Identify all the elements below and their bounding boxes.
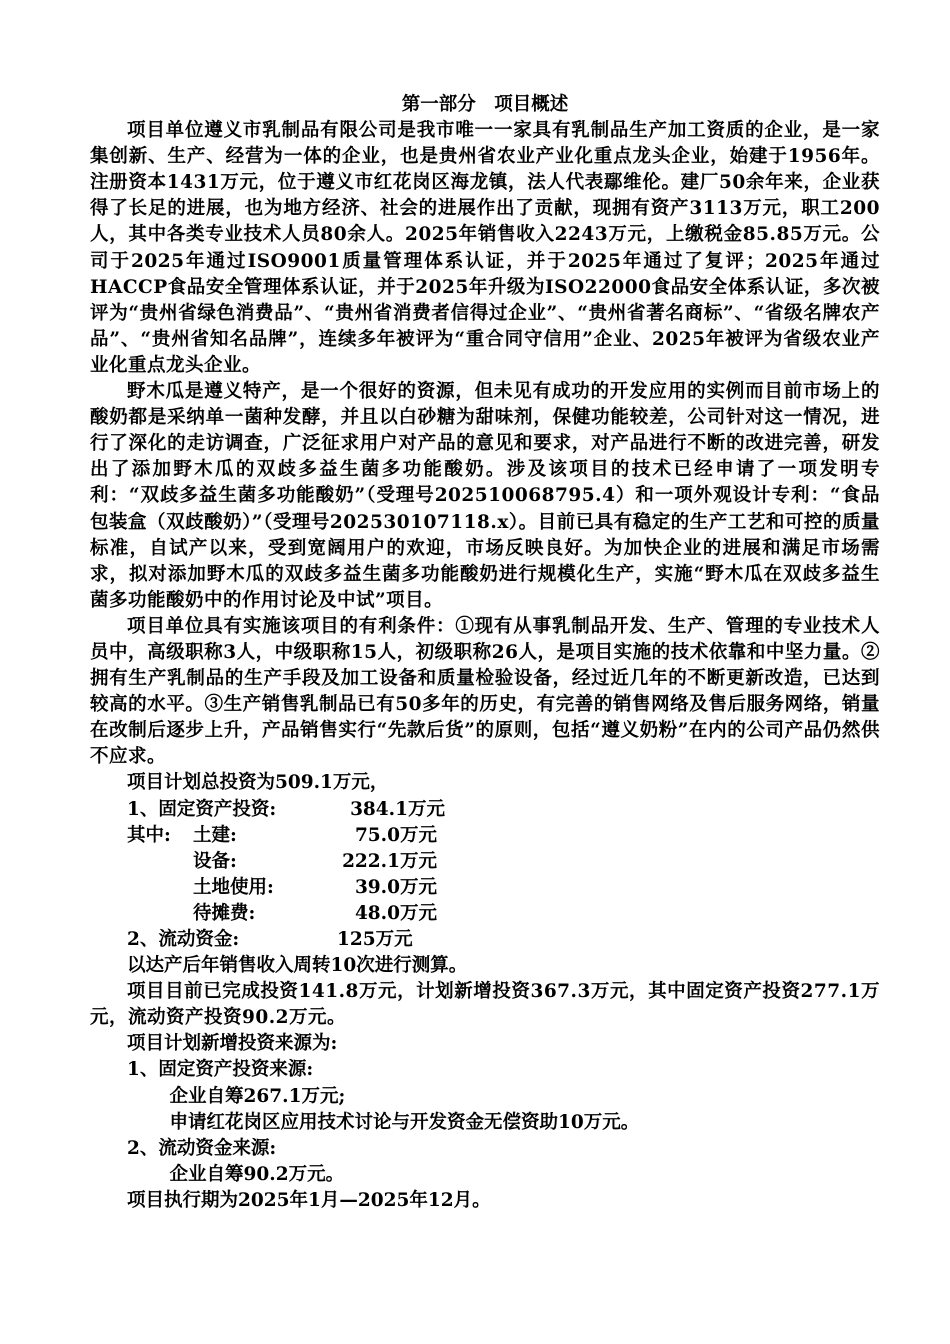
- paragraph-favorable-conditions: 项目单位具有实施该项目的有利条件：①现有从事乳制品开发、生产、管理的专业技术人员中，高级职称3人，中级职称15人，初级职称26人，是项目实施的技术依靠和中坚力量。②拥有生产乳制品的生产手段及加工设备和质量检验设备，经过近几年的不断更新改造，已达到较高的水平。③生产销售乳制品已有50多年的历史，有完善的销售网络及售后服务网络，销量在改制后逐步上升，产品销售实行“先款后货”的原则，包括“遵义奶粉”在内的公司产品仍然供不应求。: [90, 615, 880, 768]
- document-page: [90, 92, 880, 1214]
- sub-prefix: 其中:: [127, 824, 171, 846]
- current-source-heading: 2、流动资金来源:: [127, 1137, 277, 1159]
- paragraph-completed-investment: 项目目前已完成投资141.8万元，计划新增投资367.3万元，其中固定资产投资277.1万元，流动资产投资90.2万元。: [90, 981, 880, 1029]
- turnover-note: 以达产后年销售收入周转10次进行测算。: [127, 955, 468, 977]
- current-asset-value: 125万元: [337, 929, 413, 950]
- paragraph-company-intro: 项目单位遵义市乳制品有限公司是我市唯一一家具有乳制品生产加工资质的企业，是一家集创新、生产、经营为一体的企业，也是贵州省农业产业化重点龙头企业，始建于1956年。注册资本1431万元，位于遵义市红花岗区海龙镇，法人代表鄢维伦。建厂50余年来，企业获得了长足的进展，也为地方经济、社会的进展作出了贡献，现拥有资产3113万元，职工200人，其中各类专业技术人员80余人。2025年销售收入2243万元，上缴税金85.85万元。公司于2025年通过ISO9001质量管理体系认证，并于2025年通过了复评；2025年通过HACCP食品安全管理体系认证，并于2025年升级为ISO22000食品安全体系认证，多次被评为“贵州省绿色消费品”、“贵州省消费者信得过企业”、“贵州省著名商标”、“省级名牌农产品”、“贵州省知名品牌”，连续多年被评为“重合同守信用”企业、2025年被评为省级农业产业化重点龙头企业。: [90, 120, 880, 376]
- section-title: 第一部分 项目概述: [401, 94, 569, 115]
- investment-item-value: 75.0万元: [354, 824, 437, 846]
- investment-item-label: 设备:: [193, 850, 237, 872]
- investment-item-label: 待摊费:: [193, 902, 256, 924]
- current-asset-row: [90, 927, 880, 953]
- sources-heading: 项目计划新增投资来源为:: [127, 1033, 338, 1055]
- fixed-asset-row: [90, 797, 880, 823]
- fixed-source-heading: 1、固定资产投资来源:: [127, 1059, 314, 1081]
- investment-item-label: 土建:: [193, 824, 237, 846]
- fixed-asset-label: 1、固定资产投资:: [127, 798, 277, 820]
- paragraph-product-background: 野木瓜是遵义特产，是一个很好的资源，但未见有成功的开发应用的实例而目前市场上的酸奶都是采纳单一菌种发酵，并且以白砂糖为甜味剂，保健功能较差，公司针对这一情况，进行了深化的走访调查，广泛征求用户对产品的意见和要求，对产品进行不断的改进完善，研发出了添加野木瓜的双歧多益生菌多功能酸奶。涉及该项目的技术已经申请了一项发明专利：“双歧多益生菌多功能酸奶”（受理号202510068795.4）和一项外观设计专利：“食品包装盒（双歧酸奶）”（受理号202530107118.x）。目前已具有稳定的生产工艺和可控的质量标准，自试产以来，受到宽阔用户的欢迎，市场反映良好。为加快企业的进展和满足市场需求，拟对添加野木瓜的双歧多益生菌多功能酸奶进行规模化生产，实施“野木瓜在双歧多益生菌多功能酸奶中的作用讨论及中试”项目。: [90, 381, 880, 611]
- fixed-source-item: 申请红花岗区应用技术讨论与开发资金无偿资助10万元。: [169, 1111, 640, 1133]
- investment-item-label: 土地使用:: [193, 876, 274, 898]
- investment-item-row: [90, 849, 880, 875]
- spacer: [127, 849, 193, 875]
- investment-item-value: 39.0万元: [354, 876, 437, 898]
- investment-item-row: [90, 901, 880, 927]
- current-source-item: 企业自筹90.2万元。: [169, 1163, 345, 1185]
- spacer: [127, 875, 193, 901]
- spacer: [127, 901, 193, 927]
- investment-item-value: 48.0万元: [354, 902, 437, 924]
- investment-item-row: [90, 875, 880, 901]
- execution-period: 项目执行期为2025年1月—2025年12月。: [127, 1189, 491, 1211]
- investment-item-value: 222.1万元: [342, 850, 437, 872]
- investment-total: 项目计划总投资为509.1万元，: [127, 772, 389, 794]
- investment-item-row: [90, 823, 880, 849]
- fixed-asset-value: 384.1万元: [350, 798, 445, 820]
- fixed-source-item: 企业自筹267.1万元;: [169, 1085, 346, 1107]
- current-asset-label: 2、流动资金:: [127, 929, 240, 950]
